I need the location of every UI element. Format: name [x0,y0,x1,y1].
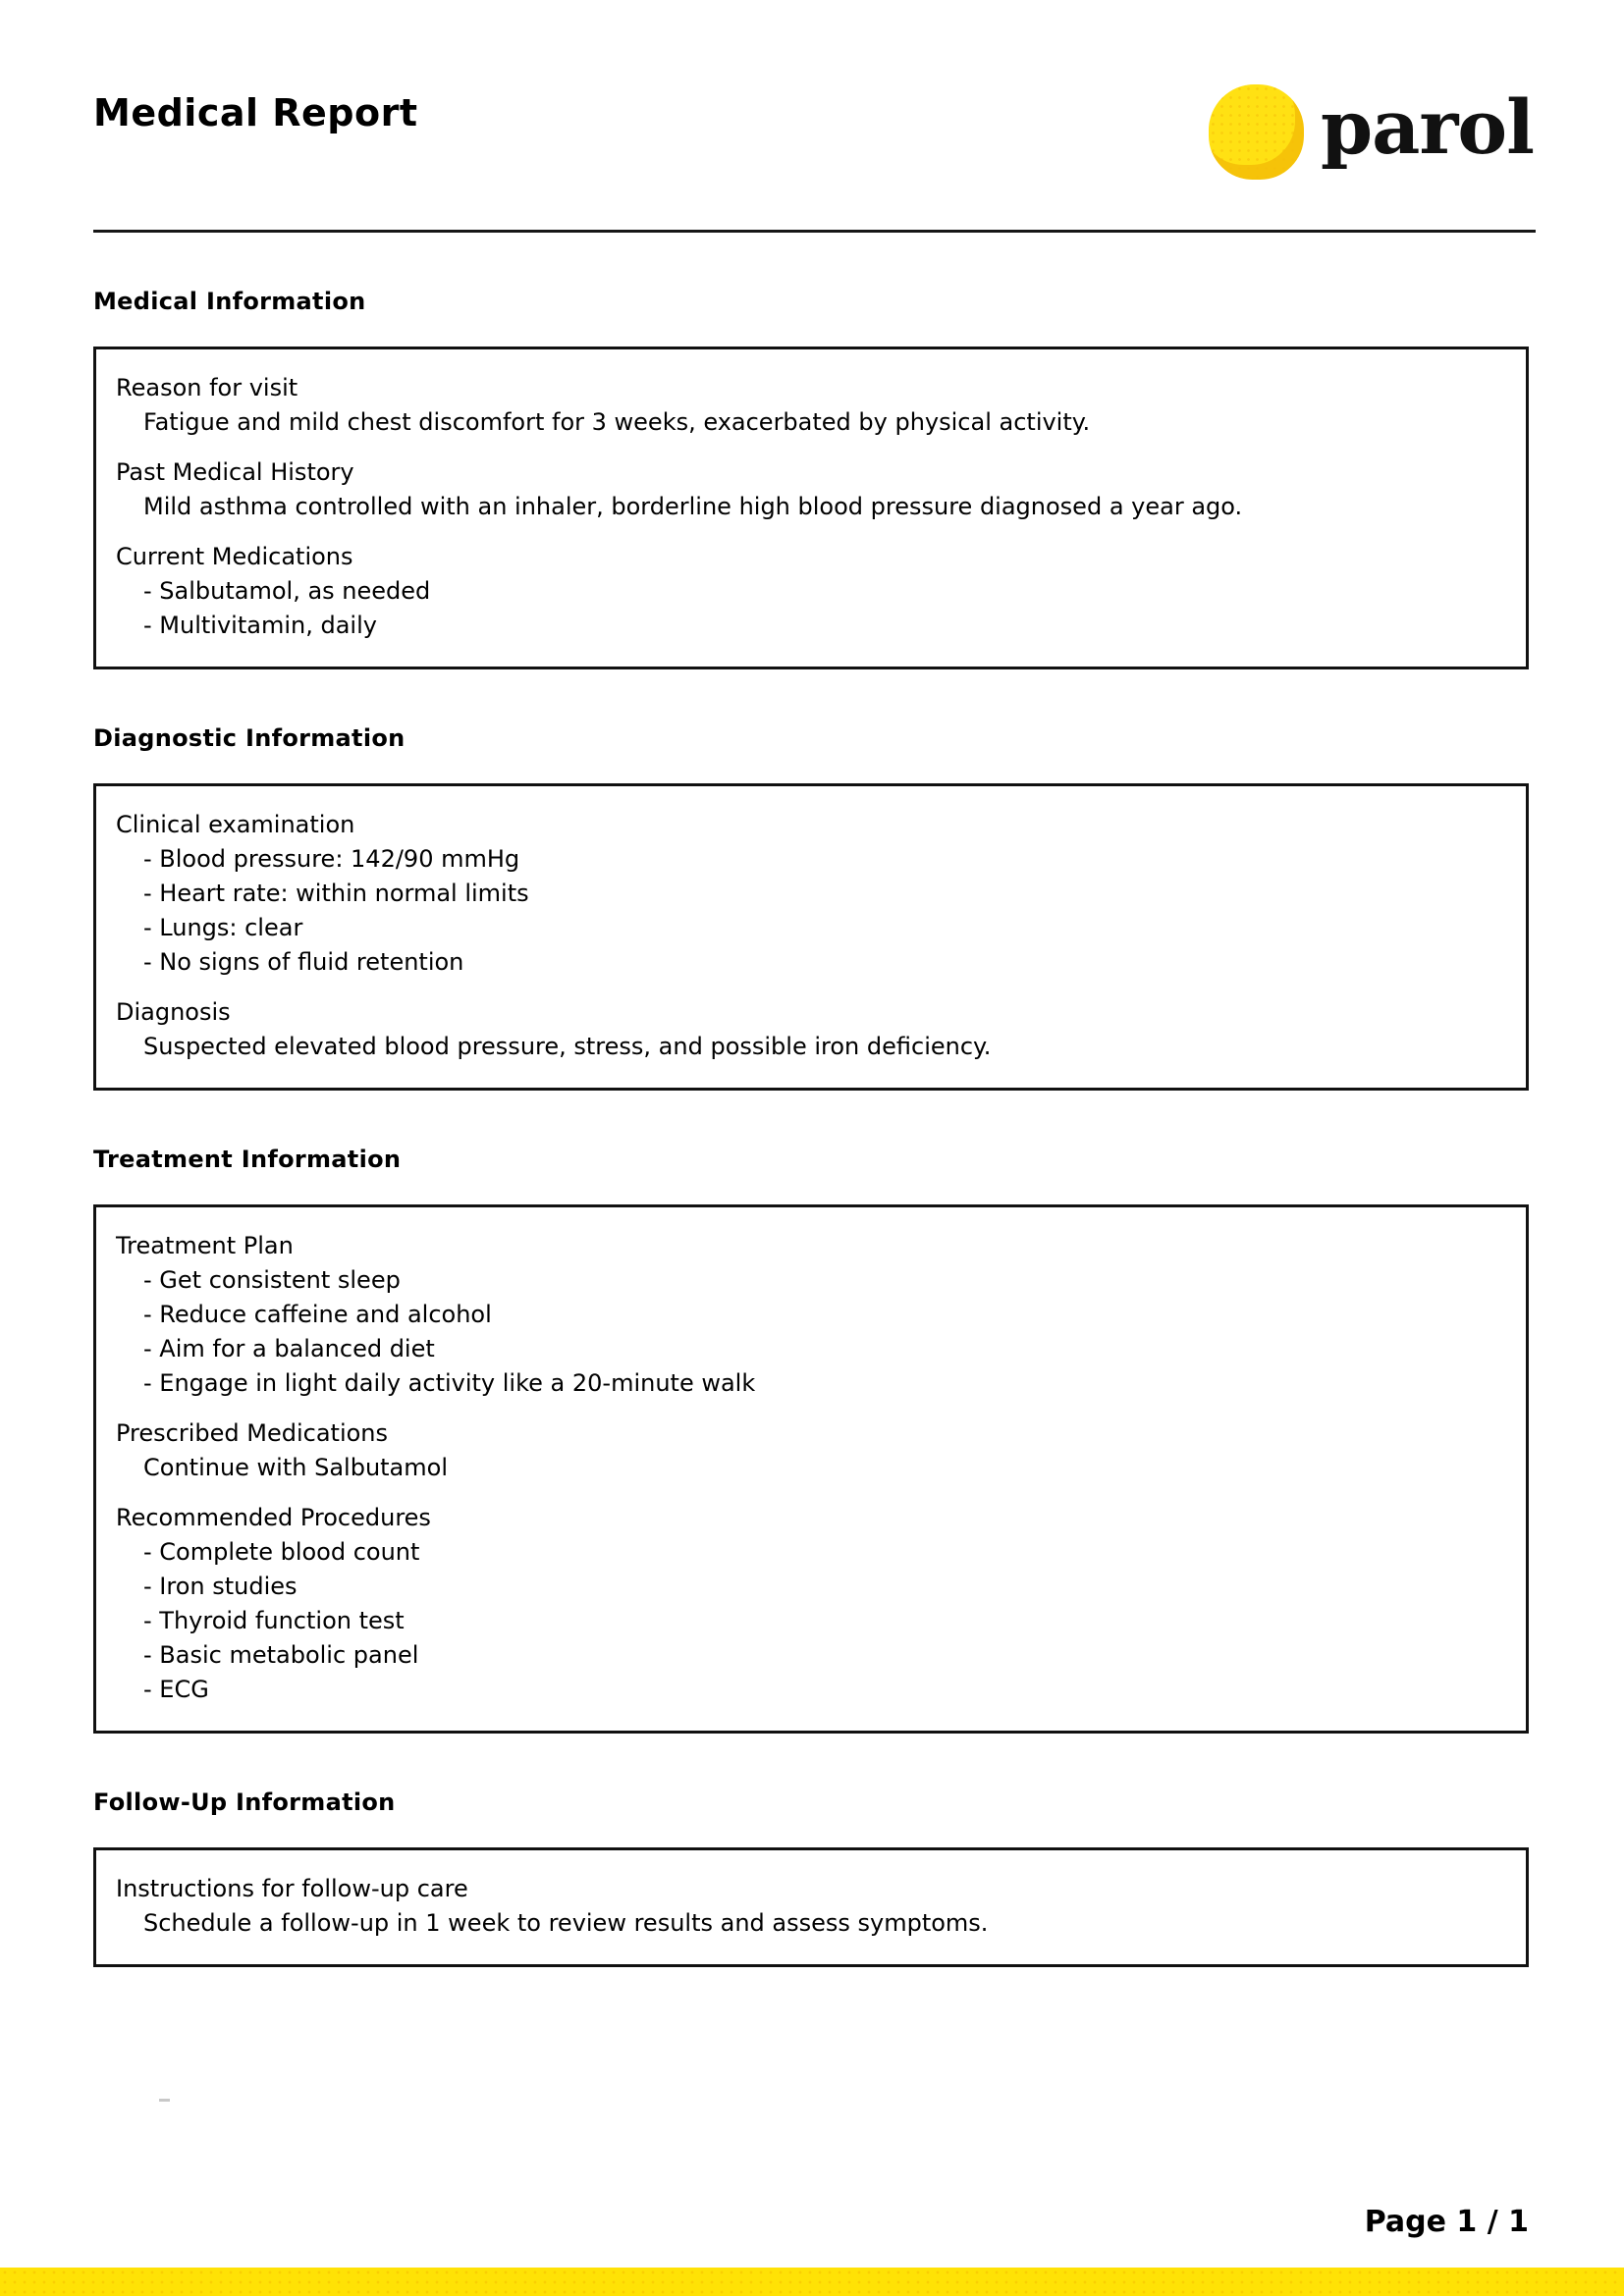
field-value-line: - Blood pressure: 142/90 mmHg [143,845,520,873]
page-number: Page 1 / 1 [1364,2205,1529,2239]
field-group [116,1501,1500,1707]
field-group [116,808,1500,980]
section-box [93,1204,1529,1734]
field-value-line: - Complete blood count [143,1538,420,1566]
section-treatment-information [93,1146,1536,1734]
field-value-line: - Heart rate: within normal limits [143,880,529,907]
field-value-line: - Thyroid function test [143,1607,405,1634]
section-heading: Diagnostic Information [93,724,406,752]
field-value-line: Fatigue and mild chest discomfort for 3 weeks, exacerbated by physical activity. [143,408,1091,436]
field-label: Clinical examination [116,811,355,838]
field-label: Current Medications [116,543,353,570]
field-group [116,371,1500,440]
field-value-line: - Engage in light daily activity like a 20-minute walk [143,1369,756,1397]
field-value-line: - Reduce caffeine and alcohol [143,1301,492,1328]
field-value-line: - Basic metabolic panel [143,1641,419,1669]
field-value-line: - ECG [143,1676,209,1703]
field-value-line: - Multivitamin, daily [143,612,377,639]
field-label: Prescribed Medications [116,1419,389,1447]
logo-wordmark: parol [1321,82,1534,171]
footer-accent-bar [0,2268,1624,2296]
field-label: Instructions for follow-up care [116,1875,468,1902]
field-value-line: - Aim for a balanced diet [143,1335,435,1362]
field-group [116,1416,1500,1485]
section-box [93,783,1529,1091]
report-page [93,0,1536,1967]
field-value-line: - Get consistent sleep [143,1266,401,1294]
field-value-line: - Iron studies [143,1573,298,1600]
logo-blob-icon [1209,84,1304,180]
section-box [93,1847,1529,1967]
section-heading: Treatment Information [93,1146,402,1173]
report-header [93,0,1536,233]
field-label: Recommended Procedures [116,1504,431,1531]
section-medical-information [93,288,1536,669]
page-title: Medical Report [93,91,418,134]
field-label: Diagnosis [116,998,231,1026]
section-box [93,347,1529,669]
field-group [116,540,1500,643]
section-heading: Follow-Up Information [93,1789,396,1816]
section-diagnostic-information [93,724,1536,1091]
field-label: Reason for visit [116,374,298,401]
field-value-line: - Salbutamol, as needed [143,577,431,605]
field-value-line: - No signs of fluid retention [143,948,464,976]
parol-logo [1209,84,1534,180]
field-label: Treatment Plan [116,1232,294,1259]
field-group [116,455,1500,524]
field-value-line: Continue with Salbutamol [143,1454,448,1481]
field-group [116,1229,1500,1401]
field-value-line: Suspected elevated blood pressure, stress, and possible iron deficiency. [143,1033,992,1060]
field-group [116,1872,1500,1941]
section-heading: Medical Information [93,288,366,315]
field-value-line: Schedule a follow-up in 1 week to review results and assess symptoms. [143,1909,989,1937]
field-value-line: - Lungs: clear [143,914,303,941]
field-label: Past Medical History [116,458,354,486]
section-follow-up-information [93,1789,1536,1967]
field-group [116,995,1500,1064]
faint-print-artifact [159,2099,170,2102]
field-value-line: Mild asthma controlled with an inhaler, borderline high blood pressure diagnosed a year ago. [143,493,1243,520]
